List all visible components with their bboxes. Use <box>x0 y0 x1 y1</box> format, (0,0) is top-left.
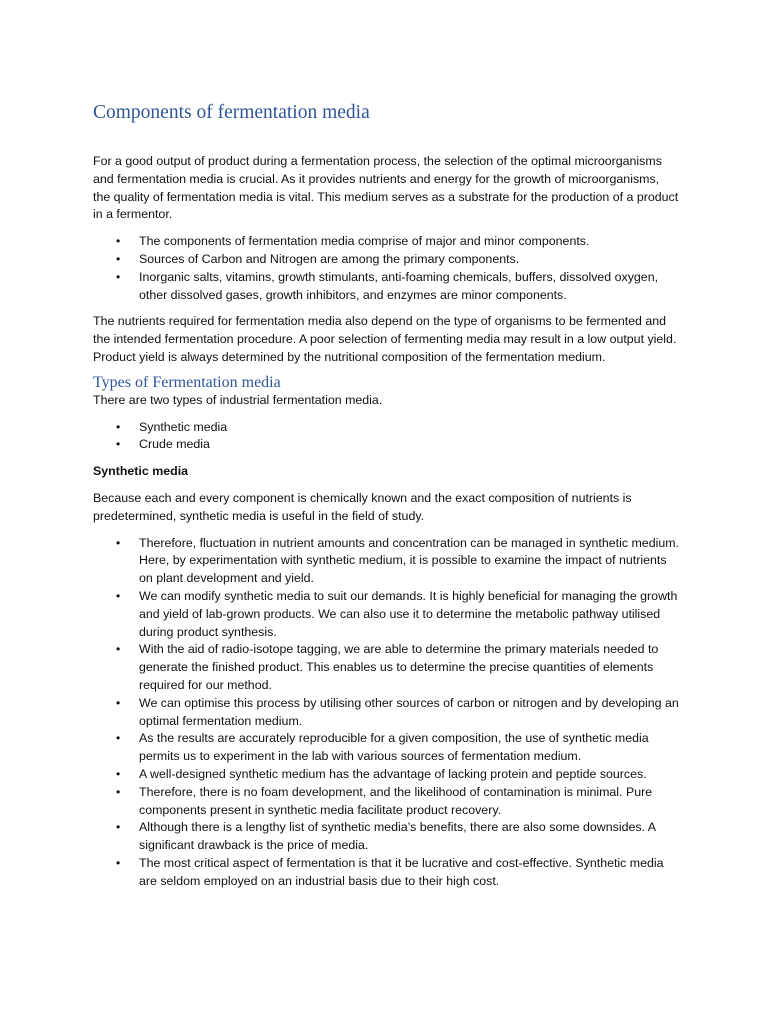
list-item <box>93 269 679 305</box>
list-item <box>93 588 679 641</box>
list-item <box>93 233 679 251</box>
synthetic-intro-paragraph: Because each and every component is chemically known and the exact composition of nutrients is predetermined, synthetic media is useful in the field of study. <box>93 490 632 523</box>
list-item <box>93 855 679 891</box>
list-item-text: The components of fermentation media comprise of major and minor components. <box>139 234 590 249</box>
list-item-text: Inorganic salts, vitamins, growth stimulants, anti-foaming chemicals, buffers, dissolved oxygen, other dissolved gases, growth inhibitors, and enzymes are minor components. <box>139 269 659 302</box>
bullet-icon: • <box>116 855 121 870</box>
bullet-icon: • <box>116 766 121 781</box>
page-title: Components of fermentation media <box>93 102 370 123</box>
list-item-text: The most critical aspect of fermentation is that it be lucrative and cost-effective. Synthetic media are seldom employed on an industrial basis due to their high cost. <box>139 855 664 888</box>
list-item-text: Therefore, fluctuation in nutrient amounts and concentration can be managed in synthetic medium. Here, by experimentation with synthetic medium, it is possible to examine the impact of nutrients on plant development and yield. <box>139 535 679 586</box>
list-item-text: A well-designed synthetic medium has the advantage of lacking protein and peptide sources. <box>139 766 647 781</box>
list-item <box>93 730 679 766</box>
list-item-text: Sources of Carbon and Nitrogen are among the primary components. <box>139 251 520 266</box>
types-intro: There are two types of industrial fermentation media. <box>93 392 383 407</box>
types-heading: Types of Fermentation media <box>93 373 281 391</box>
bullet-icon: • <box>116 251 121 266</box>
synthetic-list <box>93 535 679 891</box>
list-item <box>93 535 679 588</box>
list-item <box>93 695 679 731</box>
bullet-icon: • <box>116 695 121 710</box>
document-page <box>93 100 679 899</box>
bullet-icon: • <box>116 437 121 452</box>
synthetic-media-heading: Synthetic media <box>93 464 189 479</box>
list-item-text: Although there is a lengthy list of synthetic media’s benefits, there are also some downsides. A significant drawback is the price of media. <box>139 820 656 853</box>
bullet-icon: • <box>116 731 121 746</box>
list-item-text: Crude media <box>139 437 210 452</box>
bullet-icon: • <box>116 269 121 284</box>
bullet-icon: • <box>116 642 121 657</box>
list-item <box>93 641 679 694</box>
list-item-text: As the results are accurately reproducible for a given composition, the use of synthetic media permits us to experiment in the lab with various sources of fermentation medium. <box>139 731 649 764</box>
list-item <box>93 819 679 855</box>
bullet-icon: • <box>116 820 121 835</box>
list-item <box>93 419 679 437</box>
list-item <box>93 251 679 269</box>
intro-paragraph: For a good output of product during a fermentation process, the selection of the optimal microorganisms and fermentation media is crucial. As it provides nutrients and energy for the growth of microorganisms, the quality of fermentation media is vital. This medium serves as a substrate for the production of a product in a fermentor. <box>93 154 679 222</box>
bullet-icon: • <box>116 588 121 603</box>
list-item <box>93 784 679 820</box>
list-item-text: Therefore, there is no foam development, and the likelihood of contamination is minimal. Pure components present in synthetic media facilitate product recovery. <box>139 784 653 817</box>
list-item-text: We can modify synthetic media to suit our demands. It is highly beneficial for managing the growth and yield of lab-grown products. We can also use it to determine the metabolic pathway utilised during product synthesis. <box>139 588 678 639</box>
bullet-icon: • <box>116 234 121 249</box>
list-item <box>93 436 679 454</box>
list-item <box>93 766 679 784</box>
components-list <box>93 233 679 304</box>
list-item-text: We can optimise this process by utilising other sources of carbon or nitrogen and by developing an optimal fermentation medium. <box>139 695 679 728</box>
list-item-text: With the aid of radio-isotope tagging, we are able to determine the primary materials needed to generate the finished product. This enables us to determine the precise quantities of elements required for our method. <box>139 642 659 692</box>
list-item-text: Synthetic media <box>139 419 228 434</box>
bullet-icon: • <box>116 535 121 550</box>
nutrients-paragraph: The nutrients required for fermentation media also depend on the type of organisms to be fermented and the intended fermentation procedure. A poor selection of fermenting media may result in a low output yield. Product yield is always determined by the nutritional composition of the fermentation medium. <box>93 314 677 364</box>
bullet-icon: • <box>116 784 121 799</box>
types-list <box>93 419 679 455</box>
bullet-icon: • <box>116 419 121 434</box>
